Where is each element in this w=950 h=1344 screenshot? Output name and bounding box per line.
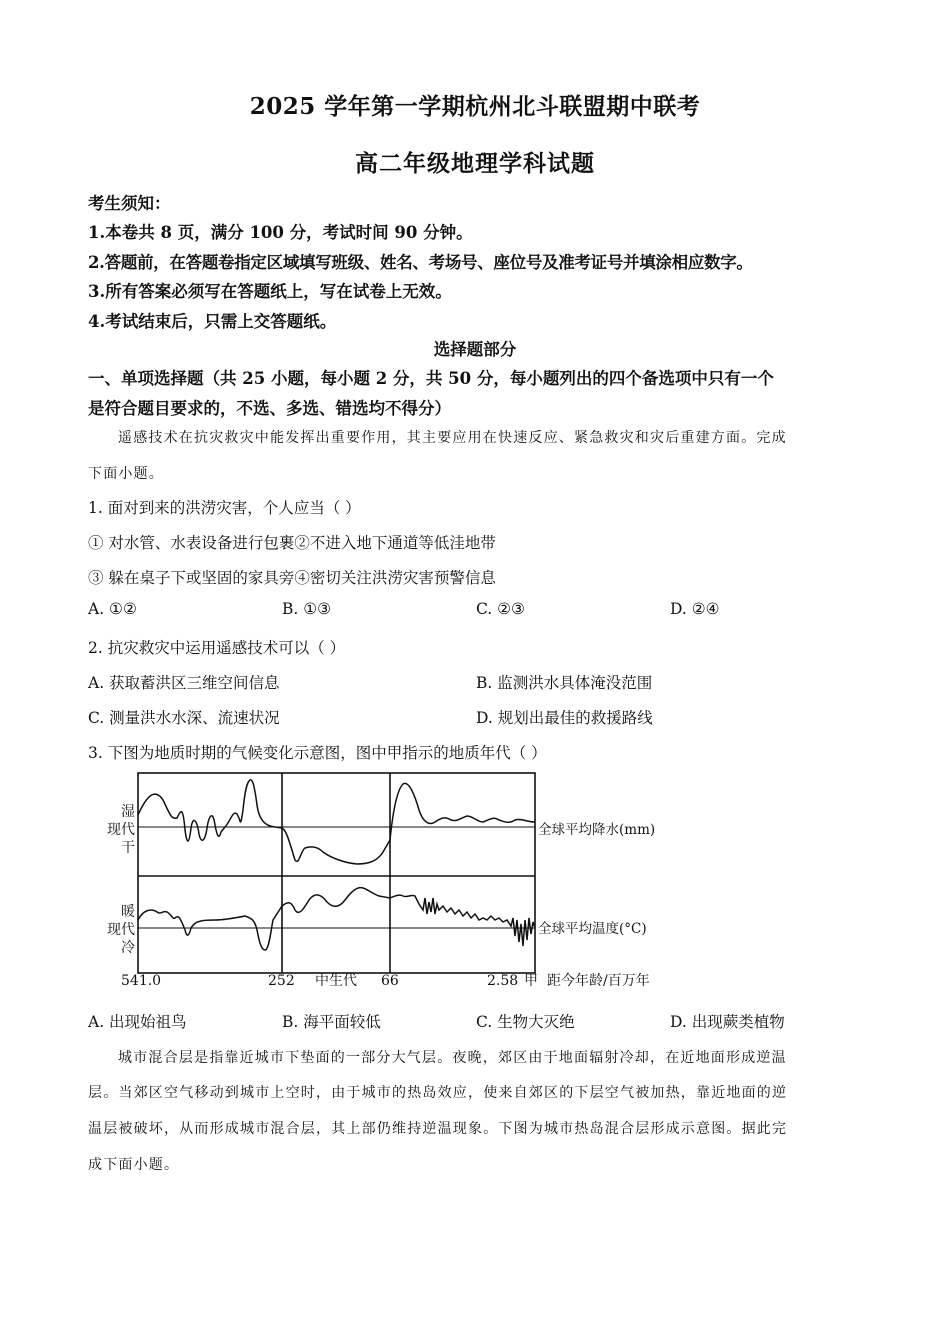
exam-title: 2025 学年第一学期杭州北斗联盟期中联考: [249, 93, 701, 120]
part1-instruction-line2: 是符合题目要求的，不选、多选、错选均不得分）: [88, 399, 451, 418]
marker-label-jia: 甲: [524, 973, 538, 989]
era-label-mesozoic: 中生代: [315, 973, 357, 989]
temp-bottom-label: 冷: [121, 940, 135, 956]
passage2-line1: 城市混合层是指靠近城市下垫面的一部分大气层。夜晚，郊区由于地面辐射冷却，在近地面形成逆温: [118, 1050, 787, 1066]
precip-bottom-label: 干: [121, 840, 135, 856]
notice-item-3: 3.所有答案必须写在答题纸上，写在试卷上无效。: [88, 282, 452, 301]
notice-item-2: 2.答题前，在答题卷指定区域填写班级、姓名、考场号、座位号及准考证号并填涂相应数字。: [88, 253, 753, 272]
x-axis-label: 距今年龄/百万年: [547, 973, 650, 989]
q1-line-b: ③ 躲在桌子下或坚固的家具旁④密切关注洪涝灾害预警信息: [88, 569, 496, 587]
q2-option-d[interactable]: D. 规划出最佳的救援路线: [476, 709, 653, 727]
precip-legend-label: 全球平均降水(mm): [538, 822, 656, 838]
q3-option-a[interactable]: A. 出现始祖鸟: [88, 1013, 187, 1031]
climate-change-chart: [95, 770, 695, 995]
q1-option-d[interactable]: D. ②④: [670, 600, 720, 618]
q1-option-b[interactable]: B. ①③: [282, 600, 332, 618]
q3-option-c[interactable]: C. 生物大灭绝: [476, 1013, 575, 1031]
q1-line-a: ① 对水管、水表设备进行包裹②不进入地下通道等低洼地带: [88, 534, 496, 552]
precip-mid-label: 现代: [107, 822, 135, 838]
q1-stem: 1. 面对到来的洪涝灾害，个人应当（ ）: [88, 499, 361, 517]
passage1-line2: 下面小题。: [88, 466, 164, 482]
temp-top-label: 暖: [121, 904, 135, 920]
passage2-line4: 成下面小题。: [88, 1157, 180, 1173]
notice-heading: 考生须知：: [88, 194, 171, 213]
temp-series-line: [138, 888, 535, 950]
q2-option-b[interactable]: B. 监测洪水具体淹没范围: [476, 674, 653, 692]
notice-item-4: 4.考试结束后，只需上交答题纸。: [88, 312, 337, 331]
part1-instruction-line1: 一、单项选择题（共 25 小题，每小题 2 分，共 50 分，每小题列出的四个备选项中只有一个: [88, 369, 774, 388]
q3-stem: 3. 下图为地质时期的气候变化示意图，图中甲指示的地质年代（ ）: [88, 744, 547, 762]
q1-option-a[interactable]: A. ①②: [88, 600, 137, 618]
temp-legend-label: 全球平均温度(°C): [538, 921, 647, 937]
precip-top-label: 湿: [121, 804, 135, 820]
q2-option-c[interactable]: C. 测量洪水水深、流速状况: [88, 709, 280, 727]
q1-option-c[interactable]: C. ②③: [476, 600, 525, 618]
x-tick-2-58: 2.58: [487, 973, 519, 989]
x-tick-541: 541.0: [121, 973, 162, 989]
passage2-line3: 温层被破坏，从而形成城市混合层，其上部仍维持逆温现象。下图为城市热岛混合层形成示意图。据此完: [88, 1121, 788, 1137]
exam-subtitle: 高二年级地理学科试题: [355, 150, 595, 177]
chart-frame: [138, 773, 535, 973]
q2-option-a[interactable]: A. 获取蓄洪区三维空间信息: [88, 674, 280, 692]
q2-stem: 2. 抗灾救灾中运用遥感技术可以（ ）: [88, 639, 346, 657]
temp-mid-label: 现代: [107, 922, 135, 938]
precip-series-line: [138, 780, 535, 864]
q3-option-d[interactable]: D. 出现蕨类植物: [670, 1013, 785, 1031]
passage1-line1: 遥感技术在抗灾救灾中能发挥出重要作用，其主要应用在快速反应、紧急救灾和灾后重建方面。完成: [118, 430, 787, 446]
x-tick-66: 66: [381, 973, 399, 989]
section-title: 选择题部分: [433, 340, 517, 359]
x-tick-252: 252: [268, 973, 295, 989]
passage2-line2: 层。当郊区空气移动到城市上空时，由于城市的热岛效应，使来自郊区的下层空气被加热，靠近地面的逆: [88, 1085, 788, 1101]
notice-item-1: 1.本卷共 8 页，满分 100 分，考试时间 90 分钟。: [88, 223, 473, 242]
q3-option-b[interactable]: B. 海平面较低: [282, 1013, 381, 1031]
